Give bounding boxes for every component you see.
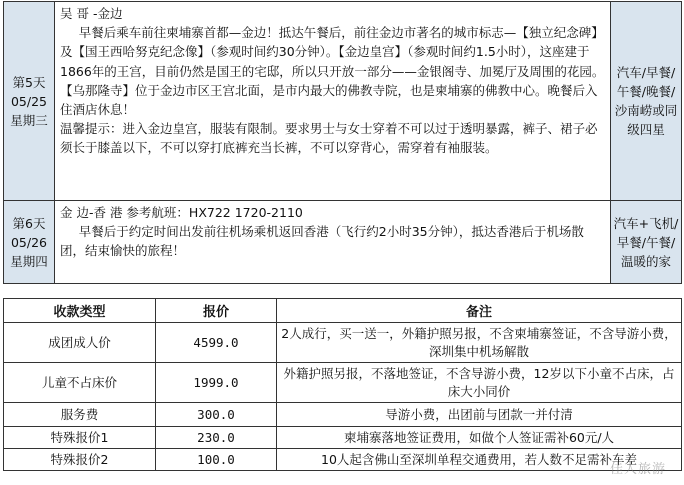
price-note: 2人成行，买一送一，外籍护照另报，不含柬埔寨签证，不含导游小费，深圳集中机场解散: [277, 323, 682, 363]
price-note: 柬埔寨落地签证费用，如做个人签证需补60元/人: [277, 427, 682, 449]
day-content: [55, 201, 611, 284]
price-note: 外籍护照另报，不落地签证，不含导游小费，12岁以下小童不占床，占床大小同价: [277, 363, 682, 403]
price-type: 儿童不占床价: [4, 363, 156, 403]
price-value: 1999.0: [156, 363, 277, 403]
day-label: 第6天: [12, 215, 46, 231]
price-row: [4, 449, 682, 471]
itinerary-row-day6: [4, 201, 682, 284]
price-table: [3, 298, 682, 471]
itinerary-table: [3, 1, 682, 284]
price-type: 特殊报价2: [4, 449, 156, 471]
price-row: [4, 363, 682, 403]
watermark-logo: 佳人旅游: [609, 462, 666, 477]
price-value: 300.0: [156, 403, 277, 427]
price-value: 230.0: [156, 427, 277, 449]
day-label: 第5天: [12, 74, 46, 90]
day-content: [55, 2, 611, 201]
price-row: [4, 323, 682, 363]
price-note: 10人起含佛山至深圳单程交通费用，若人数不足需补车差: [277, 449, 682, 471]
price-header-row: [4, 299, 682, 323]
price-row: [4, 427, 682, 449]
transport-meals-cell: 汽车/早餐/午餐/晚餐/沙南崂或同级四星: [611, 2, 682, 201]
day-title: 金 边-香 港 参考航班：HX722 1720-2110: [60, 205, 303, 220]
day-title: 吴 哥 -金边: [60, 6, 123, 21]
day-cell: [4, 201, 55, 284]
day-weekday: 星期四: [10, 253, 48, 269]
price-note: 导游小费，出团前与团款一并付清: [277, 403, 682, 427]
price-value: 100.0: [156, 449, 277, 471]
price-type: 服务费: [4, 403, 156, 427]
price-type: 成团成人价: [4, 323, 156, 363]
price-row: [4, 403, 682, 427]
day-date: 05/25: [10, 93, 48, 109]
header-price: 报价: [156, 299, 277, 323]
header-type: 收款类型: [4, 299, 156, 323]
day-description: 早餐后乘车前往柬埔寨首都—金边！抵达午餐后，前往金边市著名的城市标志—【独立纪念碑】及【国王西哈努克纪念像】（参观时间约30分钟）。【金边皇宫】（参观时间约1.5小时），这座建于1866年的王宫，目前仍然是国王的宅邸，所以只开放一部分——金银阁寺、加冕厅及周围的花园。【乌那隆寺】位于金边市区王宫北面，是市内最大的佛教寺院，也是柬埔寨的佛教中心。晚餐后入住酒店休息！: [60, 25, 605, 118]
day-date: 05/26: [10, 234, 48, 250]
day-tip: 温馨提示：进入金边皇宫，服装有限制。要求男士与女士穿着不可以过于透明暴露，裤子、裙子必须长于膝盖以下，不可以穿打底裤充当长裤，不可以穿背心，需穿着有袖服装。: [60, 121, 598, 156]
day-weekday: 星期三: [10, 112, 48, 128]
day-description: 早餐后于约定时间出发前往机场乘机返回香港（飞行约2小时35分钟），抵达香港后于机场散团，结束愉快的旅程！: [60, 224, 584, 259]
price-value: 4599.0: [156, 323, 277, 363]
transport-meals-cell: 汽车+飞机/早餐/午餐/温暖的家: [611, 201, 682, 284]
header-note: 备注: [277, 299, 682, 323]
price-type: 特殊报价1: [4, 427, 156, 449]
day-cell: [4, 2, 55, 201]
itinerary-row-day5: [4, 2, 682, 201]
